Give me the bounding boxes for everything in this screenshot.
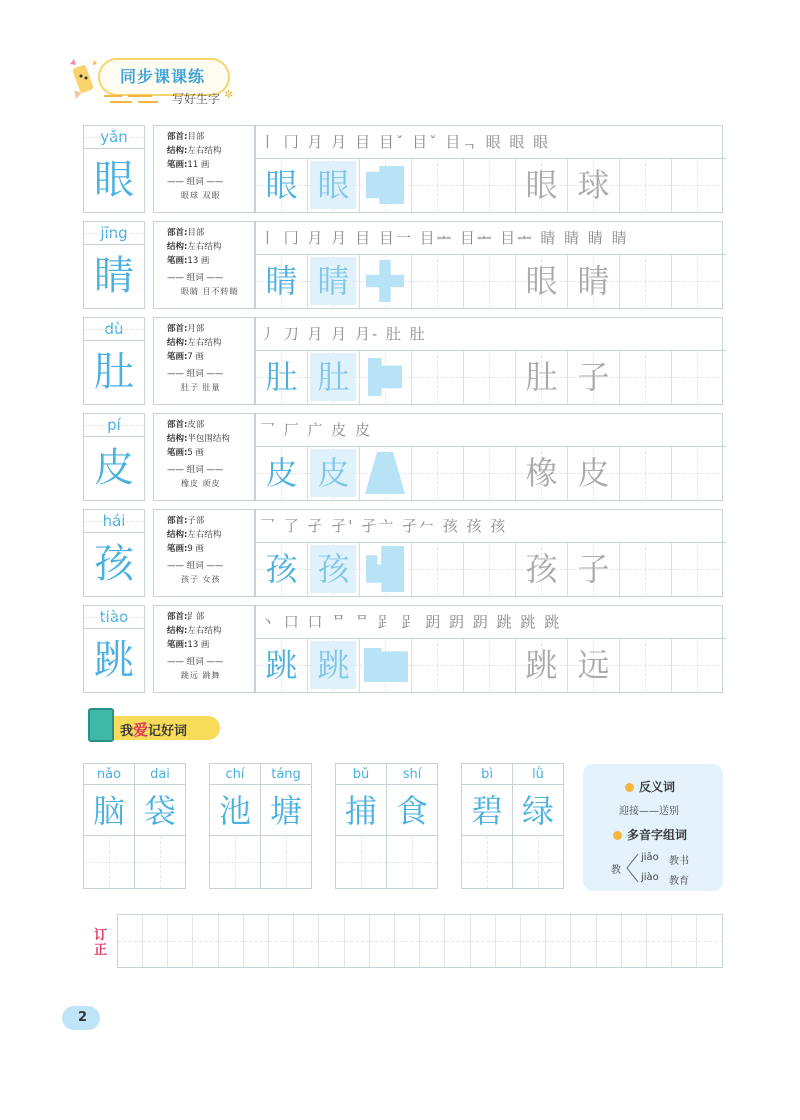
correction-cell[interactable] [219,915,244,967]
practice-grid[interactable] [255,509,723,597]
flower-icon [625,783,634,792]
correction-cell[interactable] [420,915,445,967]
model-character: 睛 [94,253,134,299]
page-number: 2 [62,1004,102,1030]
empty-cell[interactable] [672,350,724,404]
empty-cell[interactable] [672,446,724,500]
correction-cell[interactable] [698,915,723,967]
empty-cell[interactable] [461,835,513,889]
empty-cell[interactable] [134,835,186,889]
stroke-count: 9 画 [187,544,205,554]
structure-value: 左右结构 [187,242,222,252]
correction-cell[interactable] [370,915,395,967]
empty-cell[interactable] [620,638,672,692]
practice-word-char: 肚 [525,358,558,396]
character-row [83,413,723,501]
trace-character-dark: 肚 [265,358,298,396]
practice-grid[interactable] [255,317,723,405]
empty-cell[interactable] [412,350,464,404]
section-title: 我爱记好词 [88,708,224,746]
character-row [83,317,723,405]
stroke-order: 丨 冂 月 月 目 目一 目ᆂ 目ᆂ 目ᆂ 睛 睛 睛 睛 [256,222,726,255]
header-dashes [102,92,162,106]
trace-character-light: 睛 [317,262,350,300]
pinyin: tiào [84,606,144,629]
pinyin: hái [84,510,144,533]
zuci-words: 肚子 肚量 [181,383,221,392]
trace-character-light: 皮 [317,454,350,492]
practice-word-char: 皮 [577,454,610,492]
correction-cell[interactable] [269,915,294,967]
radical-value: 目部 [187,132,205,142]
correction-cell[interactable] [194,915,219,967]
correction-cell[interactable] [320,915,345,967]
empty-cell[interactable] [620,254,672,308]
model-character-box [83,221,145,309]
correction-cell[interactable] [294,915,319,967]
vocab-word: chí táng 池 塘 [209,763,314,891]
zuci-words: 跳远 跳舞 [181,671,221,680]
empty-cell[interactable] [672,638,724,692]
empty-cell[interactable] [335,835,387,889]
structure-shape-icon [365,452,405,494]
correction-cell[interactable] [244,915,269,967]
practice-word-char: 眼 [525,166,558,204]
empty-cell[interactable] [620,158,672,212]
stroke-order: 丿 刀 月 月 月- 肚 肚 [256,318,726,351]
zuci-words: 橡皮 顽皮 [181,479,221,488]
empty-cell[interactable] [412,542,464,596]
empty-cell[interactable] [464,638,516,692]
correction-cell[interactable] [672,915,697,967]
practice-word-char: 子 [577,358,610,396]
correction-cell[interactable] [168,915,193,967]
correction-cell[interactable] [572,915,597,967]
model-character-box [83,125,145,213]
empty-cell[interactable] [620,542,672,596]
radical-value: 目部 [187,228,205,238]
practice-grid[interactable] [255,605,723,693]
trace-character-light: 孩 [317,550,350,588]
radical-value: 𧾷部 [187,612,205,622]
zuci-label: —— 组词 —— [167,177,224,187]
correction-cell[interactable] [446,915,471,967]
antonym-polyphone-box: 反义词 迎接——送别 多音字组词 教 jiāo 教书 jiào 教育 [583,764,723,891]
practice-grid[interactable] [255,125,723,213]
zuci-words: 孩子 女孩 [181,575,221,584]
pinyin: yǎn [84,126,144,149]
model-character-box [83,605,145,693]
practice-word-char: 远 [577,646,610,684]
correction-cell[interactable] [345,915,370,967]
practice-word-char: 橡 [525,454,558,492]
model-character-box [83,317,145,405]
correction-cell[interactable] [118,915,143,967]
polyphone-char: 教 [611,865,621,876]
character-row [83,125,723,213]
stroke-count: 5 画 [187,448,205,458]
book-icon [88,708,114,742]
practice-grid[interactable] [255,413,723,501]
trace-character-dark: 孩 [265,550,298,588]
stroke-count: 7 画 [187,352,205,362]
stroke-order: 丶 口 口 ᄆ ᄆ 𧾷 𧾷 跀 跀 跀 跳 跳 跳 [256,606,726,639]
stroke-order: 丨 冂 月 月 目 目ˇ 目ˇ 目ᆨ 眼 眼 眼 [256,126,726,159]
practice-word-char: 孩 [525,550,558,588]
sun-icon: ✲ [224,88,234,101]
practice-word-char: 子 [577,550,610,588]
character-row [83,221,723,309]
zuci-words: 眼球 双眼 [181,191,221,200]
empty-cell[interactable] [464,542,516,596]
practice-word-char: 眼 [525,262,558,300]
pinyin: pí [84,414,144,437]
trace-character-dark: 睛 [265,262,298,300]
zuci-label: —— 组词 —— [167,561,224,571]
radical-value: 子部 [187,516,205,526]
page-header [62,52,262,112]
trace-character-dark: 跳 [265,646,298,684]
structure-shape-icon [368,358,402,396]
zuci-words: 眼睛 目不转睛 [181,287,239,296]
practice-word-char: 睛 [577,262,610,300]
bracket-icon [625,852,639,884]
empty-cell[interactable] [620,350,672,404]
structure-shape-icon [366,166,404,204]
character-row [83,509,723,597]
structure-shape-icon [364,648,408,682]
empty-cell[interactable] [512,835,564,889]
correction-cell[interactable] [471,915,496,967]
character-info: 部首:子部 结构:左右结构 笔画:9 画 —— 组词 —— 孩子 女孩 [153,509,255,597]
zuci-label: —— 组词 —— [167,273,224,283]
correction-cell[interactable] [622,915,647,967]
model-character: 跳 [94,637,134,683]
character-info: 部首:目部 结构:左右结构 笔画:13 画 —— 组词 —— 眼睛 目不转睛 [153,221,255,309]
radical-value: 皮部 [187,420,205,430]
flower-icon [613,831,622,840]
correction-cell[interactable] [496,915,521,967]
empty-cell[interactable] [412,158,464,212]
trace-character-light: 眼 [317,166,350,204]
empty-cell[interactable] [620,446,672,500]
character-info: 部首:月部 结构:左右结构 笔画:7 画 —— 组词 —— 肚子 肚量 [153,317,255,405]
empty-cell[interactable] [464,254,516,308]
empty-cell[interactable] [412,446,464,500]
radical-value: 月部 [187,324,205,334]
model-character: 皮 [94,445,134,491]
empty-cell[interactable] [412,254,464,308]
practice-word-char: 球 [577,166,610,204]
empty-cell[interactable] [464,158,516,212]
correction-label: 订正 [94,928,108,958]
vocab-word: bǔ shí 捕 食 [335,763,440,891]
empty-cell[interactable] [464,350,516,404]
empty-cell[interactable] [672,542,724,596]
trace-character-light: 跳 [317,646,350,684]
antonym-pair: 迎接——送别 [619,806,679,817]
trace-character-dark: 眼 [265,166,298,204]
empty-cell[interactable] [260,835,312,889]
model-character: 眼 [94,157,134,203]
stroke-count: 13 画 [187,640,210,650]
character-info: 部首:皮部 结构:半包围结构 笔画:5 画 —— 组词 —— 橡皮 顽皮 [153,413,255,501]
structure-value: 左右结构 [187,626,222,636]
header-subtitle: 写好生字 [172,92,221,106]
structure-value: 左右结构 [187,530,222,540]
correction-cell[interactable] [597,915,622,967]
practice-word-char: 跳 [525,646,558,684]
empty-cell[interactable] [83,835,135,889]
empty-cell[interactable] [386,835,438,889]
character-row [83,605,723,693]
model-character-box [83,413,145,501]
correction-grid[interactable] [117,914,723,968]
empty-cell[interactable] [412,638,464,692]
model-character-box [83,509,145,597]
correction-cell[interactable] [546,915,571,967]
trace-character-dark: 皮 [265,454,298,492]
structure-shape-icon [366,546,404,592]
header-title: 同步课课练 [120,67,206,86]
stroke-count: 13 画 [187,256,210,266]
vocab-word: bì lǜ 碧 绿 [461,763,566,891]
model-character: 孩 [94,541,134,587]
stroke-order: 乛 厂 广 皮 皮 [256,414,726,447]
empty-cell[interactable] [672,158,724,212]
correction-cell[interactable] [521,915,546,967]
structure-value: 左右结构 [187,146,222,156]
structure-value: 半包围结构 [187,434,230,444]
zuci-label: —— 组词 —— [167,657,224,667]
structure-shape-icon [366,260,404,302]
pinyin: dù [84,318,144,341]
practice-grid[interactable] [255,221,723,309]
zuci-label: —— 组词 —— [167,465,224,475]
character-info: 部首:目部 结构:左右结构 笔画:11 画 —— 组词 —— 眼球 双眼 [153,125,255,213]
vocab-word: nǎo dai 脑 袋 [83,763,188,891]
structure-value: 左右结构 [187,338,222,348]
correction-cell[interactable] [647,915,672,967]
stroke-order: 乛 了 孑 孑' 孑亠 孑𠂉 孩 孩 孩 [256,510,726,543]
stroke-count: 11 画 [187,160,210,170]
empty-cell[interactable] [464,446,516,500]
correction-cell[interactable] [395,915,420,967]
empty-cell[interactable] [672,254,724,308]
correction-cell[interactable] [143,915,168,967]
model-character: 肚 [94,349,134,395]
zuci-label: —— 组词 —— [167,369,224,379]
pinyin: jīng [84,222,144,245]
empty-cell[interactable] [209,835,261,889]
character-info: 部首:𧾷部 结构:左右结构 笔画:13 画 —— 组词 —— 跳远 跳舞 [153,605,255,693]
trace-character-light: 肚 [317,358,350,396]
